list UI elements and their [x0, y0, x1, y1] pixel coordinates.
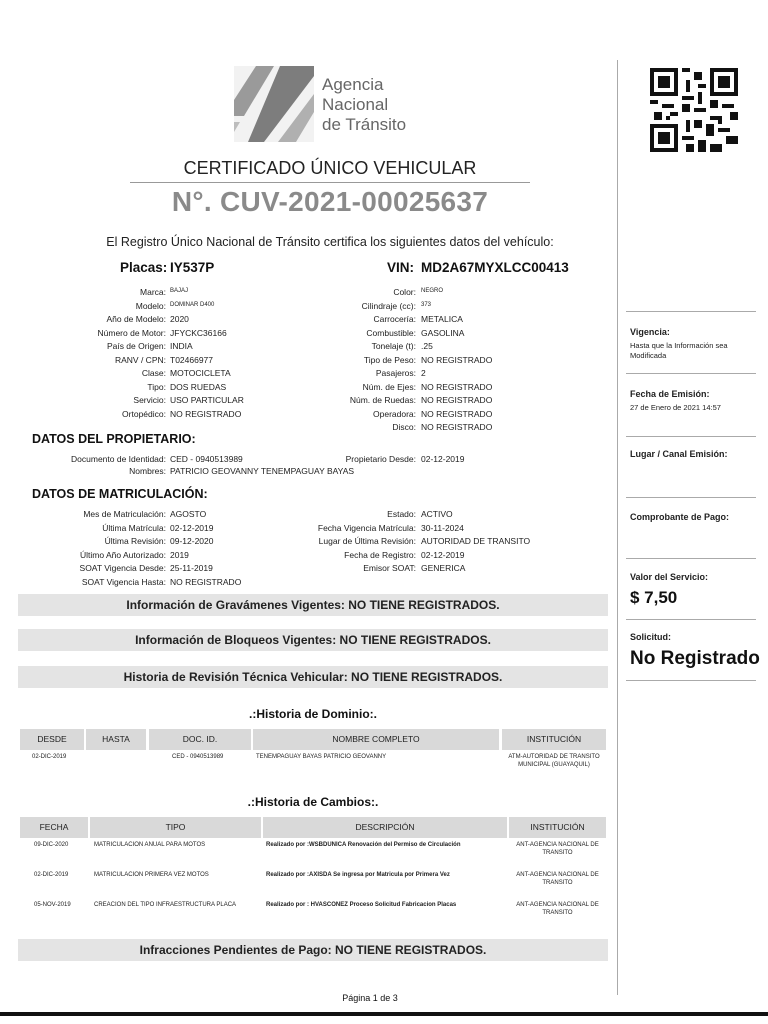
- page-number: Página 1 de 3: [342, 993, 398, 1003]
- lugar-label: Lugar / Canal Emisión:: [630, 449, 728, 459]
- detail-value: NO REGISTRADO: [421, 422, 493, 432]
- vin-label: VIN:: [387, 260, 414, 275]
- detail-value: NEGRO: [421, 288, 444, 294]
- registration-heading: DATOS DE MATRICULACIÓN:: [32, 487, 208, 501]
- cambios-row-institucion: [509, 871, 606, 887]
- detail-value: NO REGISTRADO: [170, 576, 242, 587]
- detail-value: 2019: [170, 549, 189, 560]
- detail-value: NO REGISTRADO: [421, 381, 493, 392]
- detail-label: Combustible:: [366, 327, 416, 338]
- detail-label: Fecha Vigencia Matrícula:: [317, 522, 416, 533]
- dominio-row-doc: CED - 0940513989: [172, 754, 224, 760]
- cambios-row-institucion-line: ANT-AGENCIA NACIONAL DE: [516, 902, 599, 908]
- logo-wordmark: [322, 75, 406, 135]
- valor-label: Valor del Servicio:: [630, 572, 709, 582]
- sidebar-rule-2: [626, 373, 756, 374]
- cambios-row-fecha: 09-DIC-2020: [34, 842, 69, 848]
- certificate-number: N°. CUV-2021-00025637: [171, 186, 489, 217]
- placas-label: Placas:: [120, 260, 168, 275]
- detail-label: SOAT Vigencia Desde:: [79, 563, 166, 573]
- sidebar-rule-4: [626, 497, 756, 498]
- cambios-row-institucion-line: TRANSITO: [542, 910, 573, 916]
- detail-label: Tonelaje (t):: [371, 341, 416, 351]
- detail-value: NO REGISTRADO: [170, 408, 242, 419]
- detail-label: Carrocería:: [373, 314, 416, 324]
- vigencia-value: [630, 341, 728, 361]
- vin-value: MD2A67MYXLCC00413: [421, 260, 569, 275]
- detail-label: Ortopédico:: [122, 408, 166, 419]
- logo-line-3: de Tránsito: [322, 115, 407, 134]
- detail-label: Tipo de Peso:: [363, 354, 416, 365]
- detail-value: USO PARTICULAR: [170, 395, 244, 405]
- dominio-row-institucion: [502, 753, 606, 769]
- detail-value: 02-12-2019: [170, 522, 214, 533]
- cambios-col-institucion: INSTITUCIÓN: [509, 817, 606, 838]
- dominio-row-institucion-1: ATM-AUTORIDAD DE TRANSITO: [508, 754, 600, 760]
- detail-label: Color:: [393, 287, 416, 297]
- cambios-row-fecha: 02-DIC-2019: [34, 872, 69, 878]
- detail-value: ACTIVO: [421, 509, 453, 519]
- cambios-heading: .:Historia de Cambios:.: [247, 795, 379, 809]
- detail-label: Emisor SOAT:: [363, 563, 416, 573]
- detail-label: Última Matrícula:: [102, 522, 166, 533]
- detail-label: Núm. de Ejes:: [362, 381, 416, 392]
- solicitud-label: Solicitud:: [630, 632, 671, 642]
- dominio-row-desde: 02-DIC-2019: [32, 754, 67, 760]
- dominio-col-hasta: HASTA: [86, 729, 146, 750]
- ant-logo-icon: [234, 66, 314, 142]
- owner-doc-label: Documento de Identidad:: [71, 454, 166, 464]
- sidebar-rule-7: [626, 680, 756, 681]
- owner-since-label: Propietario Desde:: [345, 454, 416, 464]
- detail-label: Última Revisión:: [104, 536, 166, 546]
- cambios-row-tipo: MATRICULACION ANUAL PARA MOTOS: [94, 842, 206, 848]
- detail-label: Número de Motor:: [97, 327, 166, 338]
- cambios-row-descripcion: Realizado por : HVASCONEZ Proceso Solicitud Fabricacion Placas: [266, 902, 457, 908]
- cambios-row-institucion-line: ANT-AGENCIA NACIONAL DE: [516, 872, 599, 878]
- detail-value: 25-11-2019: [170, 563, 213, 573]
- owner-heading: DATOS DEL PROPIETARIO:: [32, 432, 196, 446]
- valor-value: $ 7,50: [630, 588, 678, 607]
- dominio-heading: .:Historia de Dominio:.: [248, 707, 377, 721]
- owner-names-value: PATRICIO GEOVANNY TENEMPAGUAY BAYAS: [170, 466, 355, 476]
- detail-label: Año de Modelo:: [106, 314, 166, 324]
- placas-value: IY537P: [170, 260, 215, 275]
- gravamenes-banner: Información de Gravámenes Vigentes: NO TIENE REGISTRADOS.: [18, 594, 608, 616]
- detail-label: SOAT Vigencia Hasta:: [81, 576, 166, 587]
- detail-value: NO REGISTRADO: [421, 408, 493, 419]
- detail-label: Estado:: [387, 509, 416, 519]
- detail-value: GENERICA: [421, 563, 466, 573]
- certificate-intro: El Registro Único Nacional de Tránsito certifica los siguientes datos del vehículo:: [106, 235, 554, 249]
- detail-value: 09-12-2020: [170, 536, 214, 546]
- cambios-row-institucion-line: TRANSITO: [542, 880, 573, 886]
- dominio-col-desde: DESDE: [20, 729, 84, 750]
- cambios-row-tipo: CREACION DEL TIPO INFRAESTRUCTURA PLACA: [94, 902, 237, 908]
- sidebar-divider: [617, 60, 618, 995]
- emision-label: Fecha de Emisión:: [630, 389, 710, 399]
- detail-value: JFYCKC36166: [170, 327, 227, 338]
- bottom-bar: [0, 1012, 768, 1016]
- vigencia-label: Vigencia:: [630, 327, 670, 337]
- detail-value: METALICA: [421, 314, 463, 324]
- bloqueos-banner: Información de Bloqueos Vigentes: NO TIENE REGISTRADOS.: [18, 629, 608, 651]
- sidebar-rule-5: [626, 558, 756, 559]
- sidebar-rule-1: [626, 311, 756, 312]
- logo-line-2: Nacional: [322, 95, 389, 114]
- detail-value: 30-11-2024: [421, 522, 464, 533]
- detail-value: 2: [421, 368, 426, 378]
- detail-label: País de Origen:: [106, 341, 166, 351]
- title-divider: [130, 182, 530, 183]
- dominio-col-nombre: NOMBRE COMPLETO: [253, 729, 499, 750]
- dominio-row-institucion-2: MUNICIPAL (GUAYAQUIL): [518, 762, 590, 768]
- owner-names-label: Nombres:: [129, 466, 166, 476]
- cambios-row-institucion: [509, 841, 606, 857]
- cambios-row-institucion-line: TRANSITO: [542, 850, 573, 856]
- detail-value: AGOSTO: [170, 509, 207, 519]
- detail-label: Fecha de Registro:: [344, 549, 416, 560]
- dominio-row-nombre: TENEMPAGUAY BAYAS PATRICIO GEOVANNY: [256, 754, 387, 760]
- detail-label: Núm. de Ruedas:: [349, 395, 416, 405]
- detail-value: NO REGISTRADO: [421, 354, 493, 365]
- detail-value: T02466977: [170, 354, 214, 365]
- cambios-col-fecha: FECHA: [20, 817, 88, 838]
- revision-tecnica-banner: Historia de Revisión Técnica Vehicular: NO TIENE REGISTRADOS.: [18, 666, 608, 688]
- detail-value: DOS RUEDAS: [170, 381, 227, 392]
- detail-value: DOMINAR D400: [170, 301, 215, 308]
- infracciones-banner: Infracciones Pendientes de Pago: NO TIENE REGISTRADOS.: [18, 939, 608, 961]
- detail-value: NO REGISTRADO: [421, 395, 493, 405]
- cambios-col-descripcion: DESCRIPCIÓN: [263, 817, 507, 838]
- cambios-row-fecha: 05-NOV-2019: [34, 902, 71, 908]
- detail-value: .25: [421, 341, 433, 351]
- owner-since-value: 02-12-2019: [421, 454, 465, 464]
- logo-line-1: Agencia: [322, 75, 384, 94]
- cambios-row-descripcion: Realizado por :WSBDUNICA Renovación del Permiso de Circulación: [266, 842, 461, 848]
- cambios-col-tipo: TIPO: [90, 817, 261, 838]
- detail-label: Modelo:: [135, 300, 166, 311]
- detail-label: Clase:: [141, 368, 166, 378]
- solicitud-value: No Registrado: [630, 648, 760, 669]
- dominio-col-institucion: INSTITUCIÓN: [502, 729, 606, 750]
- detail-value: AUTORIDAD DE TRANSITO: [421, 536, 531, 546]
- sidebar-rule-6: [626, 619, 756, 620]
- cambios-row-institucion-line: ANT-AGENCIA NACIONAL DE: [516, 842, 599, 848]
- owner-doc-value: CED - 0940513989: [170, 454, 243, 464]
- detail-label: Operadora:: [373, 408, 416, 419]
- detail-label: Tipo:: [147, 381, 166, 392]
- cambios-row-institucion: [509, 901, 606, 917]
- certificate-title: CERTIFICADO ÚNICO VEHICULAR: [183, 158, 477, 178]
- detail-label: Mes de Matriculación:: [83, 509, 166, 519]
- detail-value: INDIA: [170, 341, 193, 351]
- detail-label: RANV / CPN:: [114, 354, 166, 365]
- vigencia-value-line-1: Hasta que la Información sea: [630, 341, 728, 350]
- emision-value: 27 de Enero de 2021 14:57: [630, 403, 721, 412]
- cambios-row-descripcion: Realizado por :AXISDA Se ingresa por Matricula por Primera Vez: [266, 872, 450, 878]
- detail-value: 373: [421, 301, 432, 308]
- detail-label: Último Año Autorizado:: [80, 549, 166, 560]
- sidebar-rule-3: [626, 436, 756, 437]
- detail-value: GASOLINA: [421, 327, 465, 338]
- detail-label: Marca:: [140, 287, 166, 297]
- cambios-row-tipo: MATRICULACION PRIMERA VEZ MOTOS: [94, 872, 209, 878]
- dominio-col-doc: DOC. ID.: [149, 729, 251, 750]
- detail-label: Disco:: [392, 422, 416, 432]
- detail-value: 2020: [170, 314, 189, 324]
- comprobante-label: Comprobante de Pago:: [630, 512, 730, 522]
- detail-value: 02-12-2019: [421, 549, 465, 560]
- detail-value: BAJAJ: [170, 288, 189, 294]
- detail-label: Servicio:: [133, 395, 166, 405]
- detail-label: Cilindraje (cc):: [361, 300, 416, 311]
- qr-code-icon: [650, 68, 738, 152]
- vigencia-value-line-2: Modificada: [630, 351, 667, 360]
- detail-label: Lugar de Última Revisión:: [318, 536, 416, 546]
- detail-value: MOTOCICLETA: [170, 368, 231, 378]
- detail-label: Pasajeros:: [375, 368, 416, 378]
